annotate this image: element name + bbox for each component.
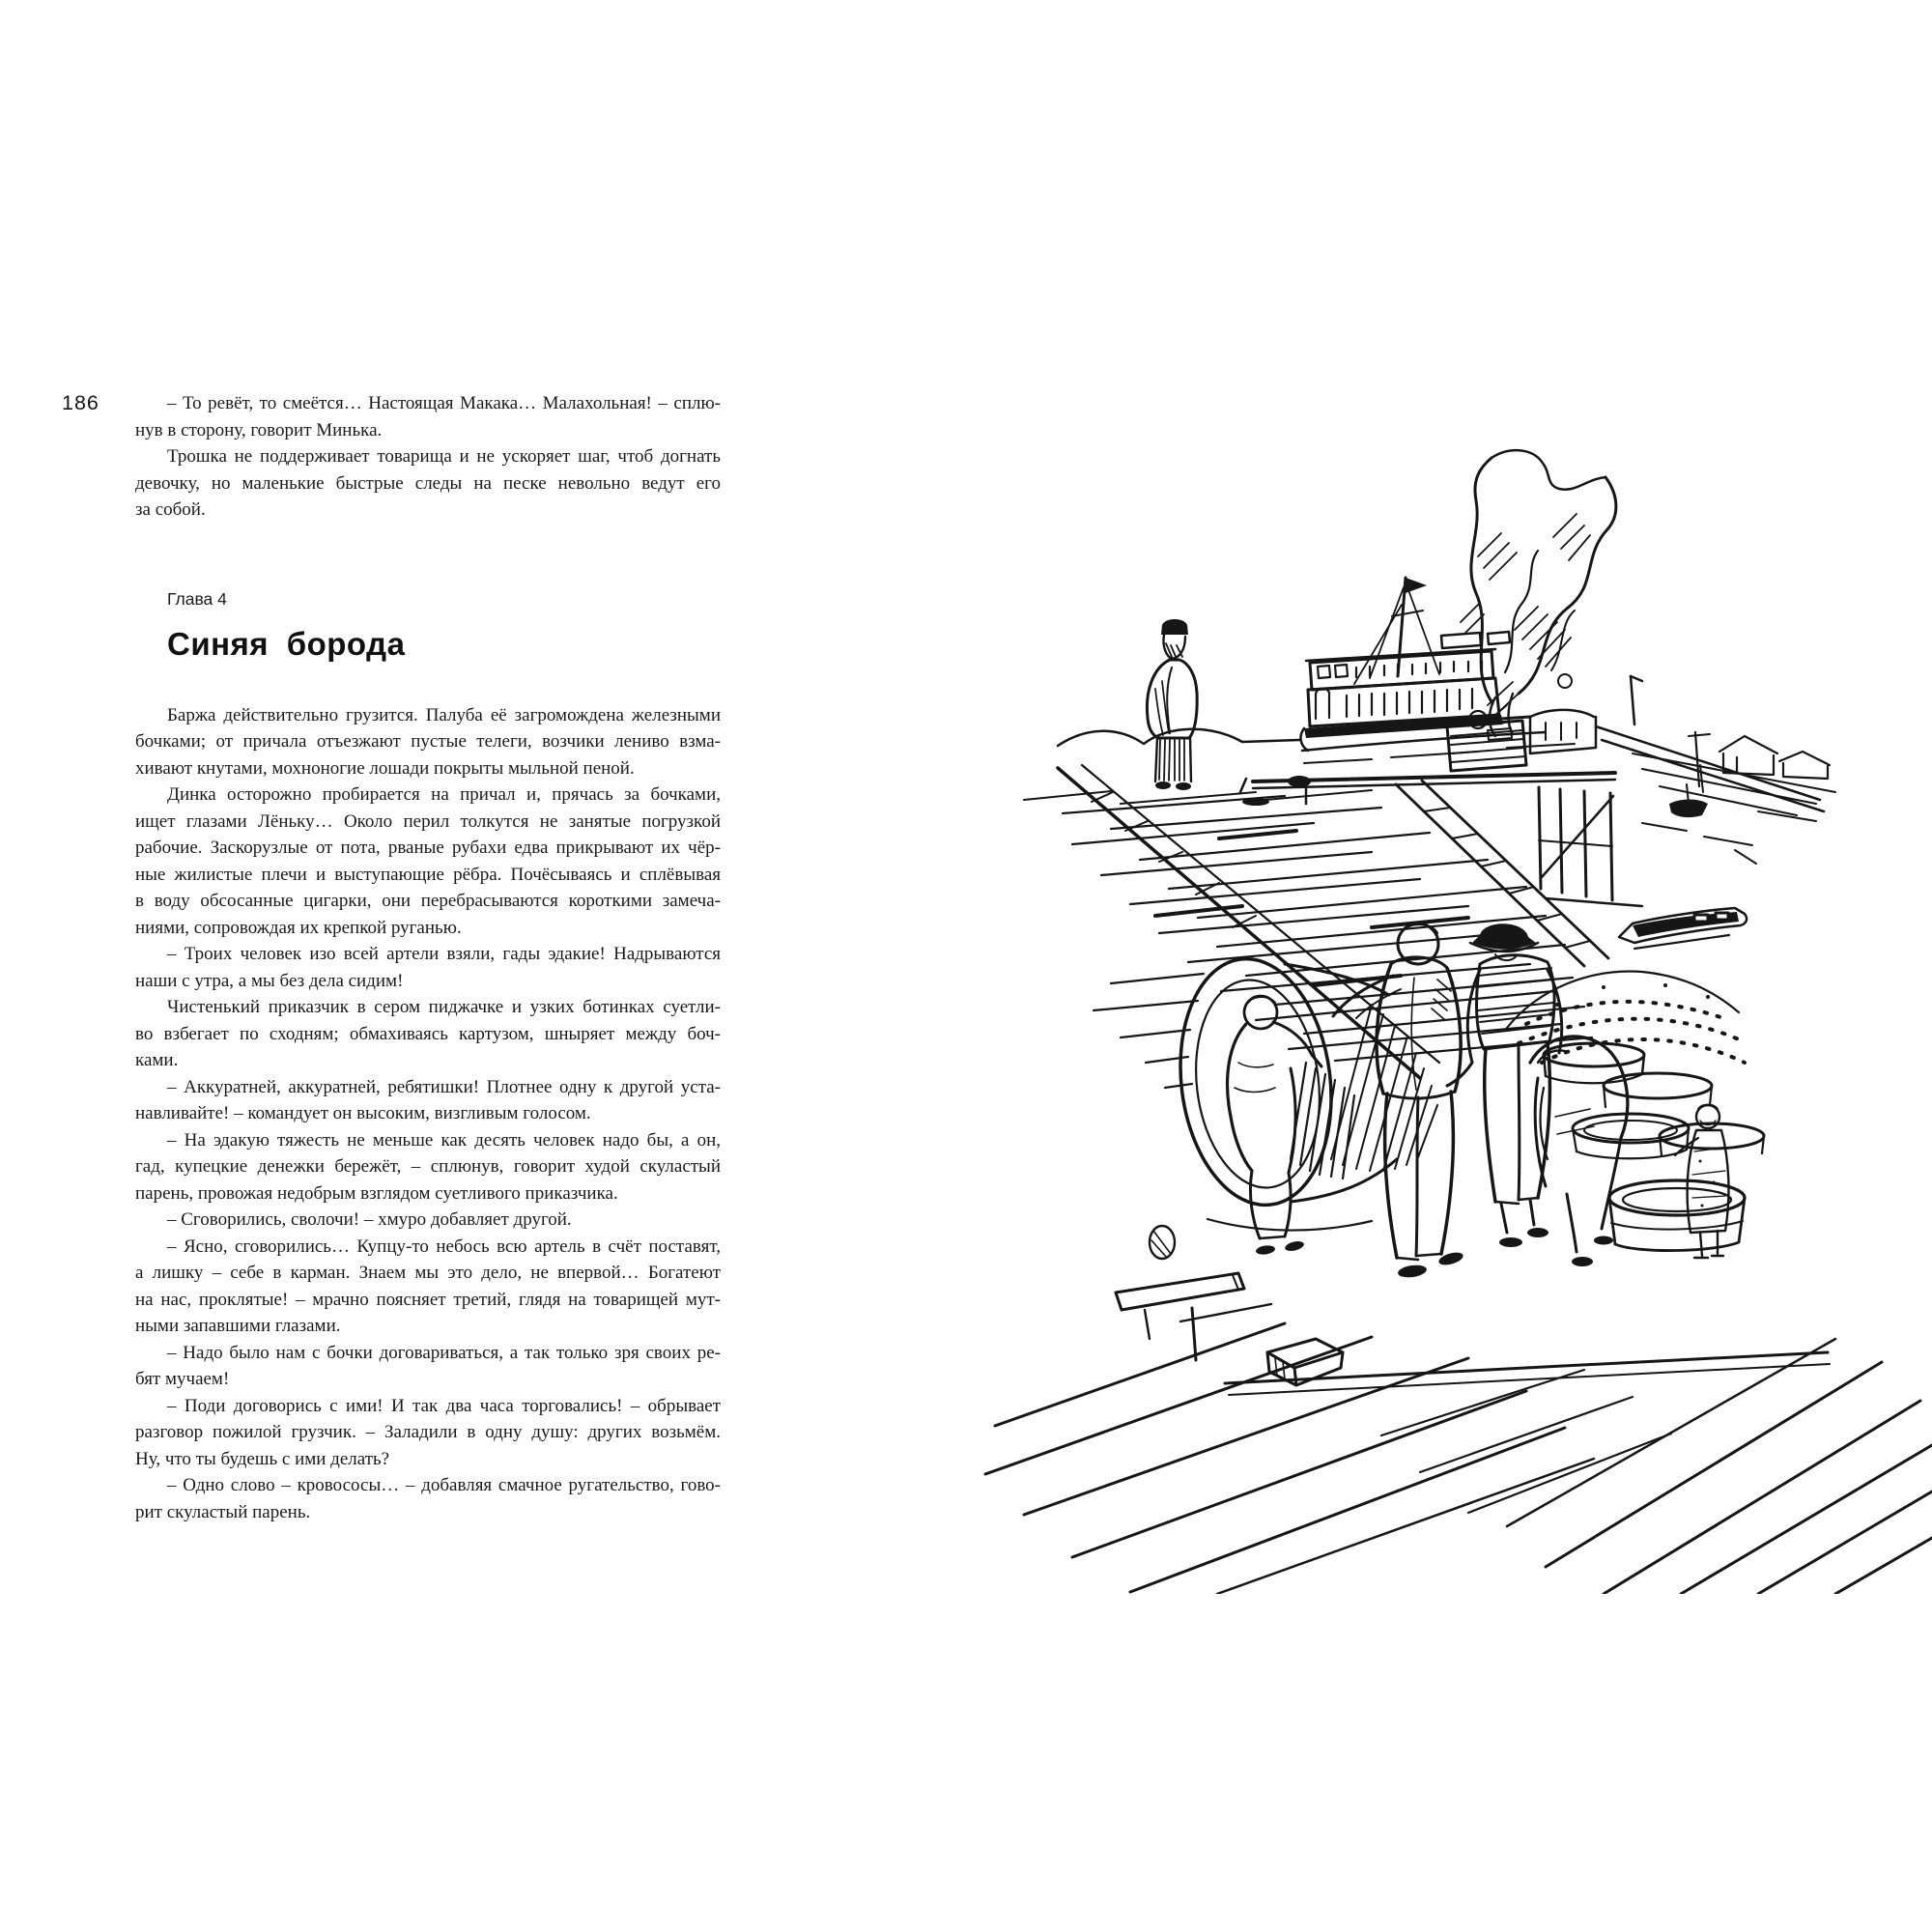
text-line: бочками; от причала отъезжают пустые телеги, возчики лениво взма-: [135, 731, 721, 752]
text-line: ниями, сопровождая их крепкой руганью.: [135, 917, 462, 938]
text-line: – Троих человек изо всей артели взяли, гады эдакие! Надрываются: [167, 944, 721, 964]
paragraph: [135, 781, 721, 941]
text-line: – Надо было нам с бочки договариваться, а так только зря своих ре-: [167, 1342, 721, 1363]
barrel-open: [1573, 1114, 1689, 1158]
standing-man: [1147, 619, 1197, 790]
paragraph: [135, 1393, 721, 1473]
text-line: ные жилистые плечи и выступающие рёбра. Почёсываясь и сплёвывая: [135, 864, 721, 885]
text-line: навливайте! – командует он высоким, визгливым голосом.: [135, 1103, 591, 1123]
text-line: хивают кнутами, мохноногие лошади покрыты мыльной пеной.: [135, 757, 635, 779]
paragraph: [135, 1472, 721, 1525]
hat: [1472, 923, 1536, 950]
trestle: [1539, 787, 1642, 906]
paragraph: [135, 1127, 721, 1208]
text-line: на нас, проклятые! – мрачно поясняет третий, глядя на товарищей мут-: [135, 1289, 721, 1310]
text-line: – Поди договорись с ими! И так два часа торговались! – обрывает: [167, 1395, 721, 1416]
roof-cabin: [1441, 633, 1481, 648]
pre-chapter-text: [135, 390, 721, 524]
paragraph: [135, 702, 721, 782]
paragraph: [135, 390, 721, 443]
shadow-hatch: [1291, 1063, 1354, 1179]
barge-windows: [1546, 723, 1577, 740]
bench-leg: [1192, 1308, 1196, 1360]
foreground-planks: [985, 1323, 1932, 1594]
paragraph: [135, 994, 721, 1074]
text-line: а лишку – себе в карман. Знаем мы это дело, не впервой… Богатеют: [135, 1263, 721, 1283]
text-line: – То ревёт, то смеётся… Настоящая Макака… Малахольная! – сплю-: [167, 393, 721, 413]
paragraph: [135, 1207, 721, 1234]
dock-loading-illustration: [966, 386, 1932, 1594]
foot: [1155, 781, 1171, 789]
text-line: – На эдакую тяжесть не меньше как десять человек надо бы, а он,: [167, 1129, 721, 1151]
rowboat: [1619, 908, 1747, 949]
smoke-plume: [1461, 450, 1616, 736]
paragraph: [135, 1234, 721, 1340]
text-line: ками.: [135, 1050, 179, 1070]
trousers-hatch: [1159, 740, 1184, 781]
text-line: гад, купецкие денежки бережёт, – сплюнув, говорит худой скуластый: [135, 1156, 721, 1177]
rail-knob: [1288, 776, 1311, 787]
text-line: – Сговорились, сволочи! – хмуро добавляет другой.: [167, 1209, 572, 1230]
foot: [1176, 782, 1191, 790]
horizon-shore: [1024, 729, 1372, 804]
roof-box: [1488, 632, 1510, 644]
barrel: [1604, 1073, 1712, 1107]
paragraph: [135, 443, 721, 524]
text-line: бят мучаем!: [135, 1369, 230, 1389]
text-line: – Одно слово – кровососы… – добавляя смачное ругательство, гово-: [167, 1475, 721, 1495]
barrel-row: [1544, 1043, 1764, 1251]
text-line: нув в сторону, говорит Минька.: [135, 419, 383, 440]
text-line: – Аккуратней, аккуратней, ребятишки! Плотнее одну к другой уста-: [167, 1076, 721, 1097]
lower-deck-windows: [1316, 689, 1472, 719]
worker-hat: [1447, 923, 1562, 1247]
smoke-hatching: [1461, 514, 1590, 726]
paragraph: [135, 941, 721, 994]
chapter-label: Глава 4: [167, 588, 227, 609]
text-line: девочку, но маленькие быстрые следы на песке невольно ведут его: [135, 472, 721, 494]
cap: [1161, 619, 1188, 635]
text-column: [135, 390, 721, 1525]
barge: [1443, 676, 1824, 811]
text-line: Баржа действительно грузится. Палуба её загромождена железными: [167, 704, 721, 725]
ramp: [1596, 726, 1820, 800]
text-line: – Ясно, сговорились… Купцу-то небось всю артель в счёт поставят,: [167, 1236, 721, 1257]
chapter-body-text: [135, 702, 721, 1526]
text-line: наши с утра, а мы без дела сидим!: [135, 970, 404, 991]
text-line: ищет глазами Лёньку… Около перил толкутся не занятые погрузкой: [135, 810, 721, 832]
barrel-open-large: [1609, 1180, 1745, 1251]
text-line: в воду обсосанные цигарки, они перебрасываются короткими замеча-: [135, 891, 721, 911]
chapter-title: Синяя борода: [167, 625, 406, 662]
coat: [1147, 660, 1197, 738]
hut: [1779, 752, 1830, 779]
bench-seat: [1116, 1273, 1244, 1310]
text-line: рабочие. Заскорузлые от пота, рваные рубахи едва прикрывают их чёр-: [135, 838, 721, 858]
bench: [1116, 1226, 1271, 1360]
vest-hatch: [1476, 968, 1553, 1034]
text-line: парень, провожая недобрым взглядом суетливого приказчика.: [135, 1182, 618, 1204]
page-number: 186: [62, 391, 99, 414]
distant-shore: [1633, 732, 1835, 864]
steamboat: [1301, 578, 1575, 763]
text-line: Динка осторожно пробирается на причал и, прячась за бочками,: [167, 784, 721, 805]
text-line: Ну, что ты будешь с ими делать?: [135, 1448, 390, 1469]
text-line: за собой.: [135, 499, 206, 520]
text-line: Чистенький приказчик в сером пиджачке и узких ботинках суетли-: [167, 997, 721, 1017]
text-line: ными запавшими глазами.: [135, 1316, 341, 1336]
paragraph: [135, 1340, 721, 1393]
dock-illustration-svg: [966, 386, 1932, 1594]
text-line: разговор пожилой грузчик. – Заладили в одну душу: других возьмём.: [135, 1422, 721, 1442]
text-line: во взбегает по сходням; обмахиваясь картузом, шныряет между боч-: [135, 1023, 721, 1044]
text-line: Трошка не поддерживает товарища и не ускоряет шаг, чтоб догнать: [167, 446, 721, 467]
text-line: рит скуластый парень.: [135, 1501, 311, 1522]
paragraph: [135, 1074, 721, 1127]
